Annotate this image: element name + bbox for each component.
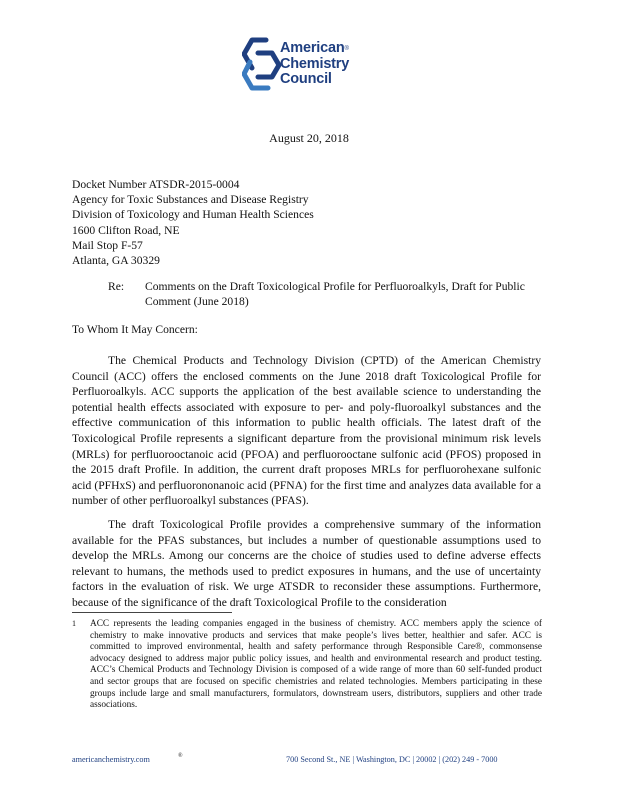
hexagon-logo-icon [242,36,282,94]
body-paragraph: The draft Toxicological Profile provides a comprehensive summary of the information available for the PFAS substances, but includes a number of questionable assumptions used to develop the MRLs. Among our concerns are the choice of studies used to define adverse effects relevant to humans, the methods used to predict exposures in humans, and the use of uncertainty factors in the evaluation of risk. We urge ATSDR to reconsider these assumptions. Furthermore, because of the significance of the draft Toxicological Profile to the consideration [72,518,541,609]
address-line: Mail Stop F-57 [72,238,143,252]
registered-mark: ® [344,46,349,52]
footer-website-link[interactable]: americanchemistry.com [72,755,150,764]
letter-date: August 20, 2018 [269,131,349,145]
recipient-address [72,177,314,268]
address-line: Atlanta, GA 30329 [72,254,160,268]
address-line: Division of Toxicology and Human Health Sciences [72,208,314,222]
footnote-separator [72,612,232,613]
address-line: Docket Number ATSDR-2015-0004 [72,178,240,191]
logo-line-chemistry: Chemistry [280,55,350,72]
address-line: 1600 Clifton Road, NE [72,223,180,237]
acc-logo [242,36,382,94]
footer-page-mark: ® [178,753,183,759]
re-subject: Comments on the Draft Toxicological Profile for Perfluoroalkyls, Draft for Public Comment (June 2018) [145,280,525,309]
body-paragraph: The Chemical Products and Technology Division (CPTD) of the American Chemistry Council (ACC) offers the enclosed comments on the June 2018 draft Toxicological Profile for Perfluoroalkyls. ACC supports the application of the best available science to understanding the potential health effects associated with exposure to per- and poly-fluoroalkyl substances and the effective communication of this information to public health officials. The latest draft of the Toxicological Profile represents a significant departure from the provisional minimum risk levels (MRLs) for perfluorooctanoic acid (PFOA) and perfluorooctane sulfonic acid (PFOS) proposed in the 2015 draft Profile. In addition, the current draft proposes MRLs for perfluorohexane sulfonic acid (PFHxS) and perfluorononanoic acid (PFNA) for the first time and analyzes data available for a number of other perfluoroalkyl substances (PFAS). [72,354,541,508]
re-label: Re: [108,280,125,293]
salutation: To Whom It May Concern: [72,323,198,336]
logo-line-american: American [280,40,345,56]
footnote-text: ACC represents the leading companies engaged in the business of chemistry. ACC members apply the science of chemistry to make innovative products and services that make people’s lives better, healthier and safer. ACC is committed to improved environmental, health and safety performance through Responsible Care®, commonsense advocacy designed to address major public policy issues, and health and environmental research and product testing. ACC’s Chemical Products and Technology Division is composed of a wide range of more than 60 self-funded product and sector groups that are focused on specific chemistries and related technologies. Members participating in these groups include large and small manufacturers, formulators, downstream users, distributors, suppliers and other trade associations. [90,619,542,711]
logo-line-council: Council [280,71,332,87]
footnote-mark: 1 [72,619,76,628]
address-line: Agency for Toxic Substances and Disease Registry [72,193,309,207]
logo-wordmark [280,41,382,88]
footer-address: 700 Second St., NE | Washington, DC | 20002 | (202) 249 - 7000 [286,755,498,764]
